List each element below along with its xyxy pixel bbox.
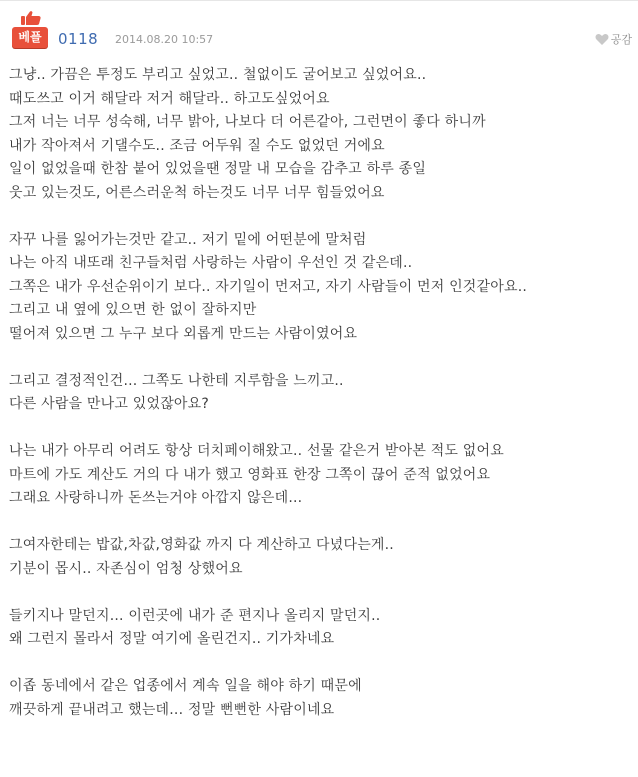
text-line: 내가 작아져서 기댈수도.. 조금 어두워 질 수도 없었던 거에요 [9,137,385,154]
text-line: 그리고 결정적인건... 그쪽도 나한테 지루함을 느끼고.. [9,372,344,389]
text-line: 나는 내가 아무리 어려도 항상 더치페이해왔고.. 선물 같은거 받아본 적도 없어요 [9,443,504,459]
text-line: 나는 아직 내또래 친구들처럼 사랑하는 사람이 우선인 것 같은데.. [9,255,413,271]
text-line: 그저 너는 너무 성숙해, 너무 밝아, 나보다 더 어른같아, 그런면이 좋다 하니까 [9,114,486,130]
like-button[interactable] [595,31,632,47]
comment-number[interactable]: 0118 [58,30,99,48]
text-line: 일이 없었을때 한참 붙어 있었을땐 정말 내 모습을 감추고 하루 종일 [9,161,427,177]
best-reply-badge [12,10,50,50]
text-line: 때도쓰고 이거 해달라 저거 해달라.. 하고도싶었어요 [9,90,330,107]
text-line: 그냥.. 가끔은 투정도 부리고 싶었고.. 철없이도 굴어보고 싶었어요.. [9,67,427,83]
thumbs-up-icon [20,10,42,26]
text-line: 왜 그런지 몰라서 정말 여기에 올린건지.. 기가차네요 [9,631,335,647]
comment-body [9,64,631,746]
comment-timestamp: 2014.08.20 10:57 [115,33,214,46]
paragraph [9,440,631,511]
text-line: 그리고 내 옆에 있으면 한 없이 잘하지만 [9,302,257,318]
text-line: 자꾸 나를 잃어가는것만 같고.. 저기 밑에 어떤분에 말처럼 [9,231,367,248]
text-line: 이좁 동네에서 같은 업종에서 계속 일을 해야 하기 때문에 [9,678,362,694]
text-line: 그래요 사랑하니까 돈쓰는거야 아깝지 않은데... [9,490,303,506]
heart-icon [595,33,609,46]
comment-header [0,0,638,58]
text-line: 그쪽은 내가 우선순위이기 보다.. 자기일이 먼저고, 자기 사람들이 먼저 인것같아요.. [9,278,527,295]
paragraph [9,534,631,581]
like-label: 공감 [610,33,632,46]
text-line: 떨어져 있으면 그 누구 보다 외롭게 만드는 사람이였어요 [9,325,358,342]
paragraph [9,675,631,722]
text-line: 다른 사람을 만나고 있었잖아요? [9,396,209,412]
text-line: 마트에 가도 계산도 거의 다 내가 했고 영화표 한장 그쪽이 끊어 준적 없었어요 [9,466,491,483]
text-line: 깨끗하게 끝내려고 했는데... 정말 뻔뻔한 사람이네요 [9,701,335,718]
text-line: 기분이 몹시.. 자존심이 엄청 상했어요 [9,560,243,577]
text-line: 그여자한테는 밥값,차값,영화값 까지 다 계산하고 다녔다는게.. [9,537,394,553]
badge-label: 베플 [12,27,48,48]
paragraph [9,370,631,417]
paragraph [9,64,631,205]
text-line: 들키지나 말던지... 이런곳에 내가 준 편지나 올리지 말던지.. [9,607,381,624]
text-line: 웃고 있는것도, 어른스러운척 하는것도 너무 너무 힘들었어요 [9,184,385,201]
paragraph [9,229,631,347]
paragraph [9,605,631,652]
